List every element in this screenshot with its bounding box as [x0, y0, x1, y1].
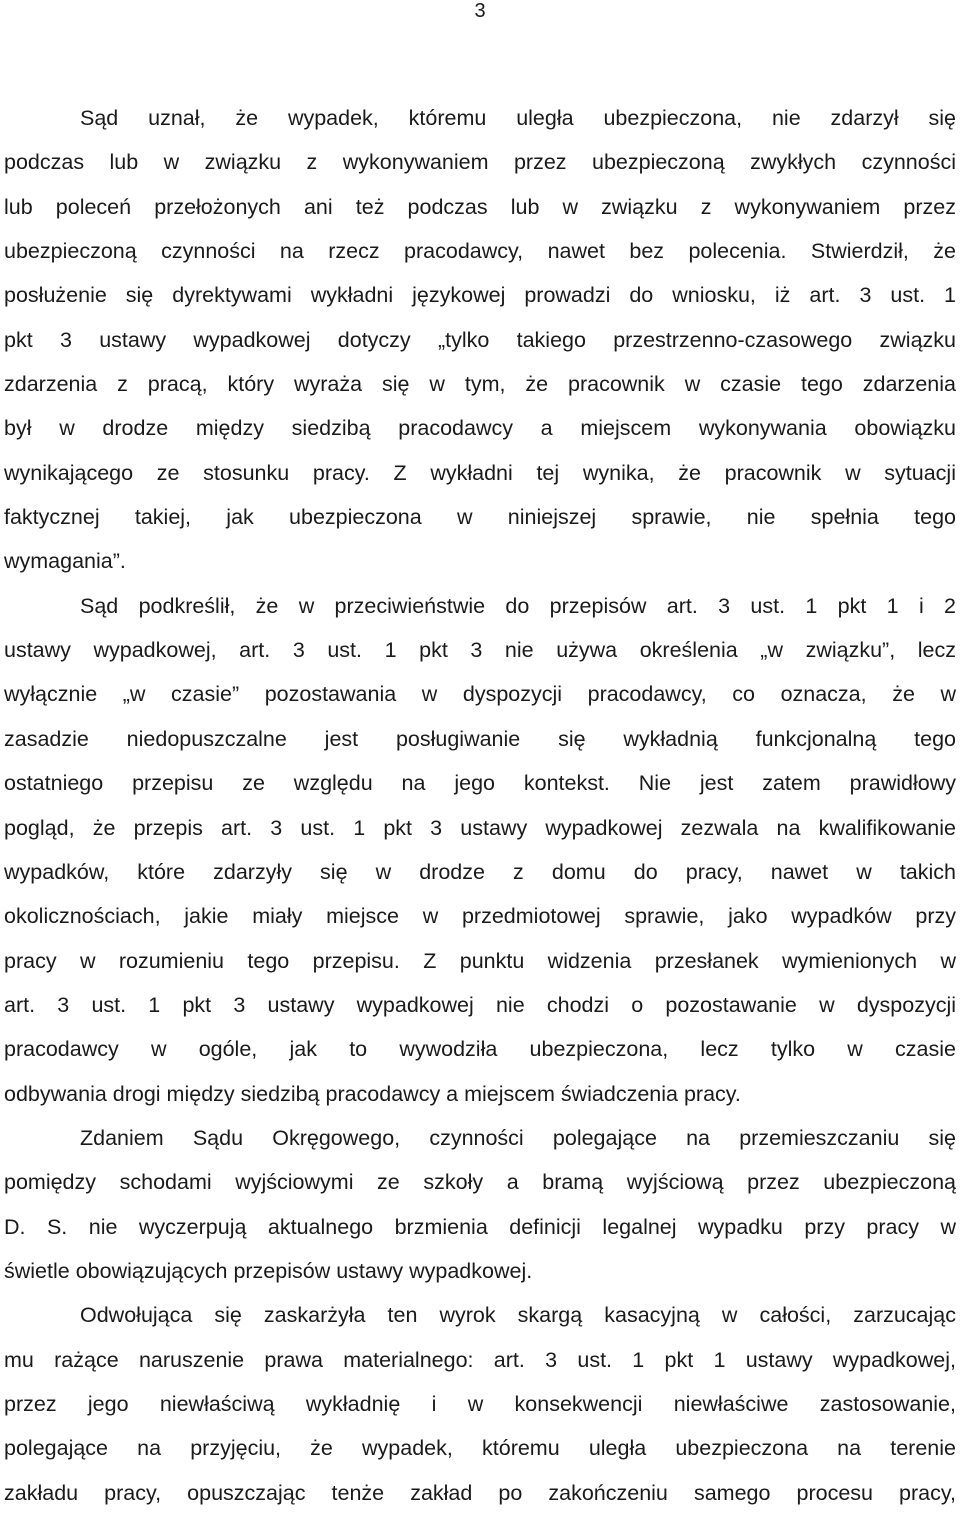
text-line: pogląd, że przepis art. 3 ust. 1 pkt 3 ustawy wypadkowej zezwala na kwalifikowanie	[4, 815, 956, 840]
text-line: Odwołująca się zaskarżyła ten wyrok skargą kasacyjną w całości, zarzucając	[80, 1303, 956, 1328]
text-line: świetle obowiązujących przepisów ustawy wypadkowej.	[4, 1258, 533, 1283]
text-line: Sąd uznał, że wypadek, któremu uległa ubezpieczona, nie zdarzył się	[80, 106, 956, 130]
text-line: wymagania”.	[4, 549, 126, 574]
text-line: zasadzie niedopuszczalne jest posługiwanie się wykładnią funkcjonalną tego	[4, 726, 956, 751]
text-line: Sąd podkreślił, że w przeciwieństwie do przepisów art. 3 ust. 1 pkt 1 i 2	[80, 593, 956, 618]
text-line: posłużenie się dyrektywami wykładni językowej prowadzi do wniosku, iż art. 3 ust. 1	[4, 283, 956, 308]
text-line: art. 3 ust. 1 pkt 3 ustawy wypadkowej nie chodzi o pozostawanie w dyspozycji	[4, 992, 956, 1017]
text-line: wypadków, które zdarzyły się w drodze z domu do pracy, nawet w takich	[4, 859, 956, 884]
text-line: zakładu pracy, opuszczając tenże zakład po zakończeniu samego procesu pracy,	[4, 1480, 956, 1505]
text-line: był w drodze między siedzibą pracodawcy a miejscem wykonywania obowiązku	[4, 416, 956, 441]
text-line: pomiędzy schodami wyjściowymi ze szkoły a bramą wyjściową przez ubezpieczoną	[4, 1170, 956, 1195]
text-line: przez jego niewłaściwą wykładnię i w konsekwencji niewłaściwe zastosowanie,	[4, 1391, 956, 1416]
text-line: zdarzenia z pracą, który wyraża się w tym, że pracownik w czasie tego zdarzenia	[4, 372, 956, 397]
text-line: wyłącznie „w czasie” pozostawania w dyspozycji pracodawcy, co oznacza, że w	[4, 682, 956, 707]
text-line: ostatniego przepisu ze względu na jego kontekst. Nie jest zatem prawidłowy	[4, 771, 956, 796]
document-body	[4, 96, 956, 1515]
text-line: D. S. nie wyczerpują aktualnego brzmienia definicji legalnej wypadku przy pracy w	[4, 1214, 956, 1239]
text-line: wynikającego ze stosunku pracy. Z wykładni tej wynika, że pracownik w sytuacji	[4, 460, 956, 485]
text-line: pkt 3 ustawy wypadkowej dotyczy „tylko takiego przestrzenno-czasowego związku	[4, 327, 956, 352]
page-number: 3	[474, 0, 486, 22]
text-line: ustawy wypadkowej, art. 3 ust. 1 pkt 3 nie używa określenia „w związku”, lecz	[4, 638, 956, 663]
text-line: podczas lub w związku z wykonywaniem przez ubezpieczoną zwykłych czynności	[4, 150, 956, 175]
text-line: pracodawcy w ogóle, jak to wywodziła ubezpieczona, lecz tylko w czasie	[4, 1037, 956, 1062]
text-line: faktycznej takiej, jak ubezpieczona w niniejszej sprawie, nie spełnia tego	[4, 505, 956, 530]
text-line: pracy w rozumieniu tego przepisu. Z punktu widzenia przesłanek wymienionych w	[4, 948, 956, 973]
text-line: mu rażące naruszenie prawa materialnego: art. 3 ust. 1 pkt 1 ustawy wypadkowej,	[4, 1347, 956, 1372]
text-line: ubezpieczoną czynności na rzecz pracodawcy, nawet bez polecenia. Stwierdził, że	[4, 239, 956, 264]
text-line: Zdaniem Sądu Okręgowego, czynności polegające na przemieszczaniu się	[80, 1125, 956, 1150]
text-line: lub poleceń przełożonych ani też podczas lub w związku z wykonywaniem przez	[4, 194, 956, 219]
text-line: okolicznościach, jakie miały miejsce w przedmiotowej sprawie, jako wypadków przy	[4, 904, 956, 929]
text-line: odbywania drogi między siedzibą pracodawcy a miejscem świadczenia pracy.	[4, 1081, 741, 1106]
text-line: polegające na przyjęciu, że wypadek, któremu uległa ubezpieczona na terenie	[4, 1436, 956, 1461]
